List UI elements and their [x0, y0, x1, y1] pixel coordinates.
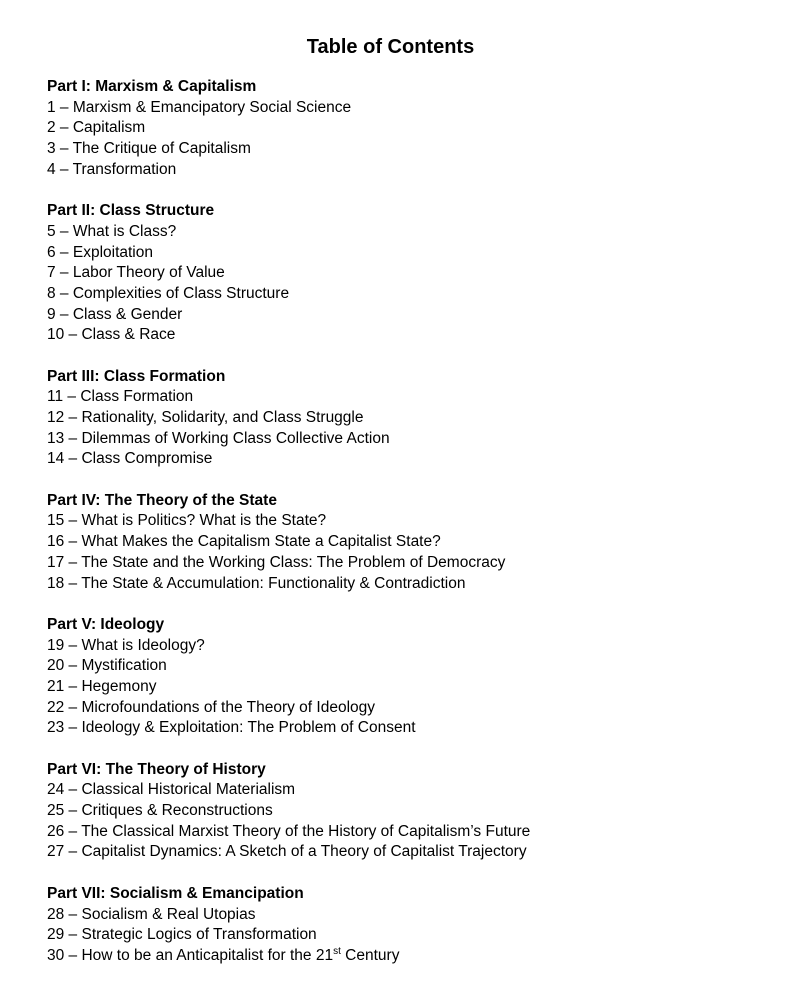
chapter-entry: [47, 222, 767, 243]
chapter-separator: –: [64, 553, 82, 571]
chapter-entry: [47, 842, 767, 863]
chapter-entry: [47, 946, 767, 967]
chapter-entry: [47, 574, 767, 595]
chapter-separator: –: [64, 719, 82, 737]
chapter-number: 5: [47, 222, 56, 240]
toc-part: [47, 77, 767, 180]
toc-part: [47, 615, 767, 739]
chapter-entry: [47, 429, 767, 450]
chapter-title: The State and the Working Class: The Problem of Democracy: [81, 553, 506, 571]
chapter-number: 29: [47, 926, 65, 944]
chapter-title: What is Class?: [72, 222, 177, 240]
chapter-number: 16: [47, 533, 65, 551]
chapter-entry: [47, 387, 767, 408]
chapter-number: 7: [47, 264, 56, 282]
chapter-entry: [47, 263, 767, 284]
chapter-entry: [47, 636, 767, 657]
chapter-number: 27: [47, 843, 65, 861]
chapter-separator: –: [64, 326, 82, 344]
chapter-entry: [47, 698, 767, 719]
chapter-separator: –: [55, 243, 73, 261]
chapter-number: 26: [47, 822, 65, 840]
part-heading: Part III: Class Formation: [47, 367, 226, 385]
chapter-number: 9: [47, 305, 56, 323]
chapter-separator: –: [64, 946, 82, 964]
chapter-number: 22: [47, 698, 65, 716]
chapter-number: 17: [47, 553, 65, 571]
chapter-entry: [47, 677, 767, 698]
chapter-title: Rationality, Solidarity, and Class Struggle: [81, 409, 364, 426]
chapter-title: Critiques & Reconstructions: [81, 802, 273, 820]
chapter-number: 30: [47, 946, 65, 964]
toc-part: [47, 491, 767, 594]
chapter-entry: [47, 801, 767, 822]
page-title: Table of Contents: [306, 36, 475, 58]
chapter-entry: [47, 511, 767, 532]
chapter-title: The State & Accumulation: Functionality & Contradiction: [81, 574, 466, 592]
chapter-title: Hegemony: [81, 677, 157, 695]
chapter-title: Microfoundations of the Theory of Ideology: [81, 698, 376, 716]
chapter-separator: –: [64, 781, 82, 799]
chapter-number: 6: [47, 243, 56, 261]
chapter-number: 23: [47, 719, 65, 737]
toc-part: [47, 201, 767, 346]
chapter-separator: –: [64, 677, 82, 695]
part-heading: Part VI: The Theory of History: [47, 760, 266, 778]
chapter-number: 4: [47, 160, 56, 178]
toc-part: [47, 760, 767, 863]
chapter-separator: –: [55, 264, 73, 282]
chapter-title: Labor Theory of Value: [72, 264, 225, 282]
chapter-entry: [47, 284, 767, 305]
chapter-entry: [47, 780, 767, 801]
chapter-title: Class & Gender: [72, 305, 183, 323]
chapter-separator: –: [64, 533, 82, 551]
part-heading: Part II: Class Structure: [47, 202, 215, 220]
chapter-separator: –: [55, 119, 73, 137]
chapter-title: Marxism & Emancipatory Social Science: [72, 98, 352, 116]
toc-part: [47, 884, 767, 967]
chapter-number: 11: [47, 388, 64, 406]
chapter-title: Capitalist Dynamics: A Sketch of a Theory of Capitalist Trajectory: [81, 843, 527, 861]
chapter-title: The Critique of Capitalism: [72, 140, 251, 158]
chapter-number: 18: [47, 574, 65, 592]
chapter-number: 20: [47, 657, 65, 675]
chapter-entry: [47, 118, 767, 139]
chapter-entry: [47, 656, 767, 677]
chapter-separator: –: [64, 450, 82, 468]
chapter-number: 24: [47, 781, 65, 799]
chapter-title: Class Compromise: [81, 450, 213, 468]
chapter-number: 10: [47, 326, 65, 344]
chapter-separator: –: [64, 574, 82, 592]
chapter-title: Class & Race: [81, 326, 176, 344]
chapter-title: Class Formation: [80, 388, 194, 406]
chapter-separator: –: [64, 409, 82, 426]
chapter-entry: [47, 305, 767, 326]
chapter-separator: –: [64, 926, 82, 944]
chapter-number: 28: [47, 905, 65, 923]
chapter-title: Classical Historical Materialism: [81, 781, 296, 799]
toc-part: [47, 367, 767, 470]
chapter-separator: –: [64, 512, 82, 530]
chapter-title: Transformation: [72, 160, 177, 178]
part-heading: Part V: Ideology: [47, 615, 165, 633]
chapter-title: Ideology & Exploitation: The Problem of Consent: [81, 719, 416, 737]
chapter-entry: [47, 822, 767, 843]
part-heading: Part I: Marxism & Capitalism: [47, 78, 257, 95]
chapter-separator: –: [64, 843, 82, 861]
chapter-entry: [47, 243, 767, 264]
chapter-entry: [47, 139, 767, 160]
chapter-separator: –: [55, 140, 73, 158]
chapter-number: 15: [47, 512, 65, 530]
chapter-entry: [47, 532, 767, 553]
chapter-number: 19: [47, 636, 65, 654]
chapter-title: What is Politics? What is the State?: [81, 512, 327, 530]
chapter-entry: [47, 718, 767, 739]
chapter-number: 3: [47, 140, 56, 158]
chapter-entry: [47, 553, 767, 574]
chapter-title: Complexities of Class Structure: [72, 284, 290, 302]
chapter-separator: –: [55, 160, 73, 178]
chapter-number: 2: [47, 119, 56, 137]
chapter-separator: –: [64, 822, 82, 840]
chapter-separator: –: [64, 657, 82, 675]
chapter-entry: [47, 449, 767, 470]
part-heading: Part IV: The Theory of the State: [47, 491, 277, 509]
chapter-title: Mystification: [81, 657, 167, 675]
chapter-entry: [47, 325, 767, 346]
chapter-number: 21: [47, 677, 65, 695]
chapter-title: Strategic Logics of Transformation: [81, 926, 317, 944]
chapter-title: Exploitation: [72, 243, 153, 261]
chapter-separator: –: [64, 698, 82, 716]
chapter-separator: –: [55, 284, 73, 302]
chapter-entry: [47, 925, 767, 946]
chapter-title: Capitalism: [72, 119, 146, 137]
chapter-number: 8: [47, 284, 56, 302]
part-heading: Part VII: Socialism & Emancipation: [47, 884, 304, 902]
chapter-separator: –: [55, 98, 73, 116]
chapter-separator: –: [64, 802, 82, 820]
table-of-contents: [47, 77, 767, 987]
chapter-separator: –: [55, 222, 73, 240]
chapter-entry: [47, 98, 767, 119]
chapter-title: What Makes the Capitalism State a Capitalist State?: [81, 533, 441, 551]
chapter-title: What is Ideology?: [81, 636, 205, 654]
chapter-title-suffix: Century: [340, 946, 400, 964]
chapter-separator: –: [55, 305, 73, 323]
chapter-title: Socialism & Real Utopias: [81, 905, 256, 923]
chapter-title-superscript: st: [333, 945, 341, 957]
chapter-separator: –: [64, 636, 82, 654]
chapter-number: 12: [47, 409, 65, 426]
chapter-entry: [47, 160, 767, 181]
chapter-title: The Classical Marxist Theory of the History of Capitalism’s Future: [81, 822, 531, 840]
chapter-number: 13: [47, 429, 65, 447]
chapter-number: 14: [47, 450, 65, 468]
chapter-title: Dilemmas of Working Class Collective Action: [81, 429, 390, 447]
chapter-number: 1: [47, 98, 56, 116]
chapter-entry: [47, 905, 767, 926]
chapter-title: How to be an Anticapitalist for the 21: [81, 946, 334, 964]
chapter-entry: [47, 408, 767, 429]
chapter-number: 25: [47, 802, 65, 820]
chapter-separator: –: [63, 388, 81, 406]
chapter-separator: –: [64, 905, 82, 923]
chapter-separator: –: [64, 429, 82, 447]
